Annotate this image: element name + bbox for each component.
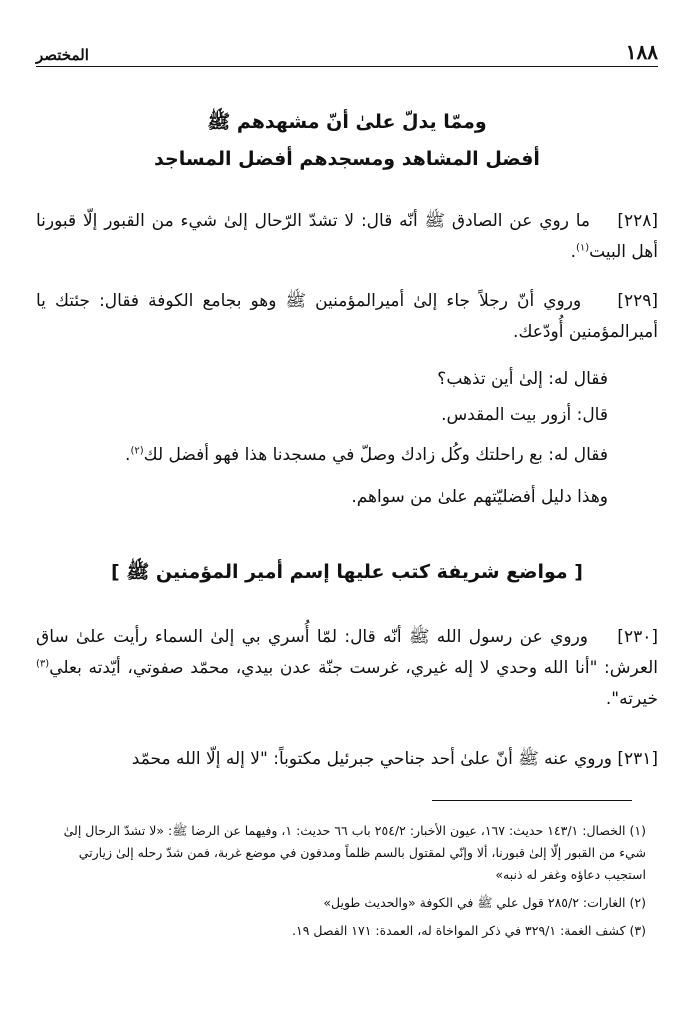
hadith-text: وروي أنّ رجلاً جاء إلىٰ أميرالمؤمنين ﷺ وهو بجامع الكوفة فقال: جئتك يا أميرالمؤمنين أُودّعك. — [36, 291, 658, 342]
footnote-divider — [432, 800, 632, 801]
footnote-1: (١) الخصال: ١٤٣/١ حديث: ١٦٧، عيون الأخبار: ٢٥٤/٢ باب ٦٦ حديث: ١، وفيهما عن الرضا ﷺ: «لا تشدّ الرحال إلىٰ شيء من القبور إلّا إلىٰ قبورنا، ألا وإنّي لمقتول بالسم ظلماً ومدفون في موضع غربة، فمن شدّ رحله إلىٰ زيارتي استجيب دعاؤه وغفر له ذنبه» — [63, 823, 646, 882]
paragraph-230 — [36, 622, 658, 715]
dialogue-line-3: فقال له: بع راحلتك وكُل زادك وصلّ في مسجدنا هذا فهو أفضل لك$^{(٢)}$. — [125, 445, 608, 465]
footnotes — [48, 820, 646, 942]
footnote-ref: (٢) — [130, 445, 144, 457]
paragraph-229 — [36, 286, 658, 348]
conclusion-line: وهذا دليل أفضليّتهم علىٰ من سواهم. — [351, 487, 608, 507]
hadith-text: ما روي عن الصادق ﷺ أنّه قال: لا تشدّ الرّحال إلىٰ شيء من القبور إلّا قبورنا أهل البيت — [36, 211, 658, 262]
hadith-number: [٢٢٩] — [617, 291, 658, 311]
section2-heading: [ مواضع شريفة كتب عليها إسم أمير المؤمنين ﷺ ] — [111, 561, 583, 583]
footnote-ref: (١) — [575, 242, 590, 254]
hadith-text: وروي عن رسول الله ﷺ أنّه قال: لمّا أُسري بي إلىٰ السماء رأيت علىٰ ساق العرش: "أنا الله وحدي لا إله غيري، غرست جنّة عدن بيدي، محمّد صفوتي، أيّدته بعلي — [36, 627, 658, 678]
page-header — [36, 34, 658, 67]
page-number: ١٨٨ — [625, 40, 658, 64]
paragraph-231 — [36, 744, 658, 775]
dialogue-line-1: فقال له: إلىٰ أين تذهب؟ — [437, 369, 608, 389]
dialogue-line-3-text: فقال له: بع راحلتك وكُل زادك وصلّ في مسجدنا هذا فهو أفضل لك — [143, 445, 608, 465]
hadith-number: [٢٣١] — [617, 749, 658, 769]
footnote-2: (٢) الغارات: ٢٨٥/٢ قول علي ﷺ في الكوفة «والحديث طويل» — [323, 895, 646, 910]
hadith-number: [٢٣٠] — [617, 627, 658, 647]
hadith-number: [٢٢٨] — [617, 211, 658, 231]
paragraph-228: [٢٢٨] ما روي عن الصادق ﷺ أنّه قال: لا تشدّ الرّحال إلىٰ شيء من القبور إلّا قبورنا أهل البيت$^{(١)}$. — [36, 211, 658, 262]
section-heading-line1: وممّا يدلّ علىٰ أنّ مشهدهم ﷺ — [207, 111, 487, 133]
section-heading-line2: أفضل المشاهد ومسجدهم أفضل المساجد — [154, 148, 540, 170]
hadith-text-end: خيرته". — [605, 689, 658, 709]
footnote-ref: (٣) — [36, 658, 50, 670]
hadith-text: وروي عنه ﷺ أنّ علىٰ أحد جناحي جبرئيل مكتوباً: "لا إله إلّا الله محمّد — [131, 749, 612, 769]
footnote-3: (٣) كشف الغمة: ٣٢٩/١ في ذكر المواخاة له، العمدة: ١٧١ الفصل ١٩. — [292, 923, 646, 938]
book-title: المختصر — [36, 46, 89, 64]
dialogue-line-2: قال: أزور بيت المقدس. — [441, 405, 608, 425]
